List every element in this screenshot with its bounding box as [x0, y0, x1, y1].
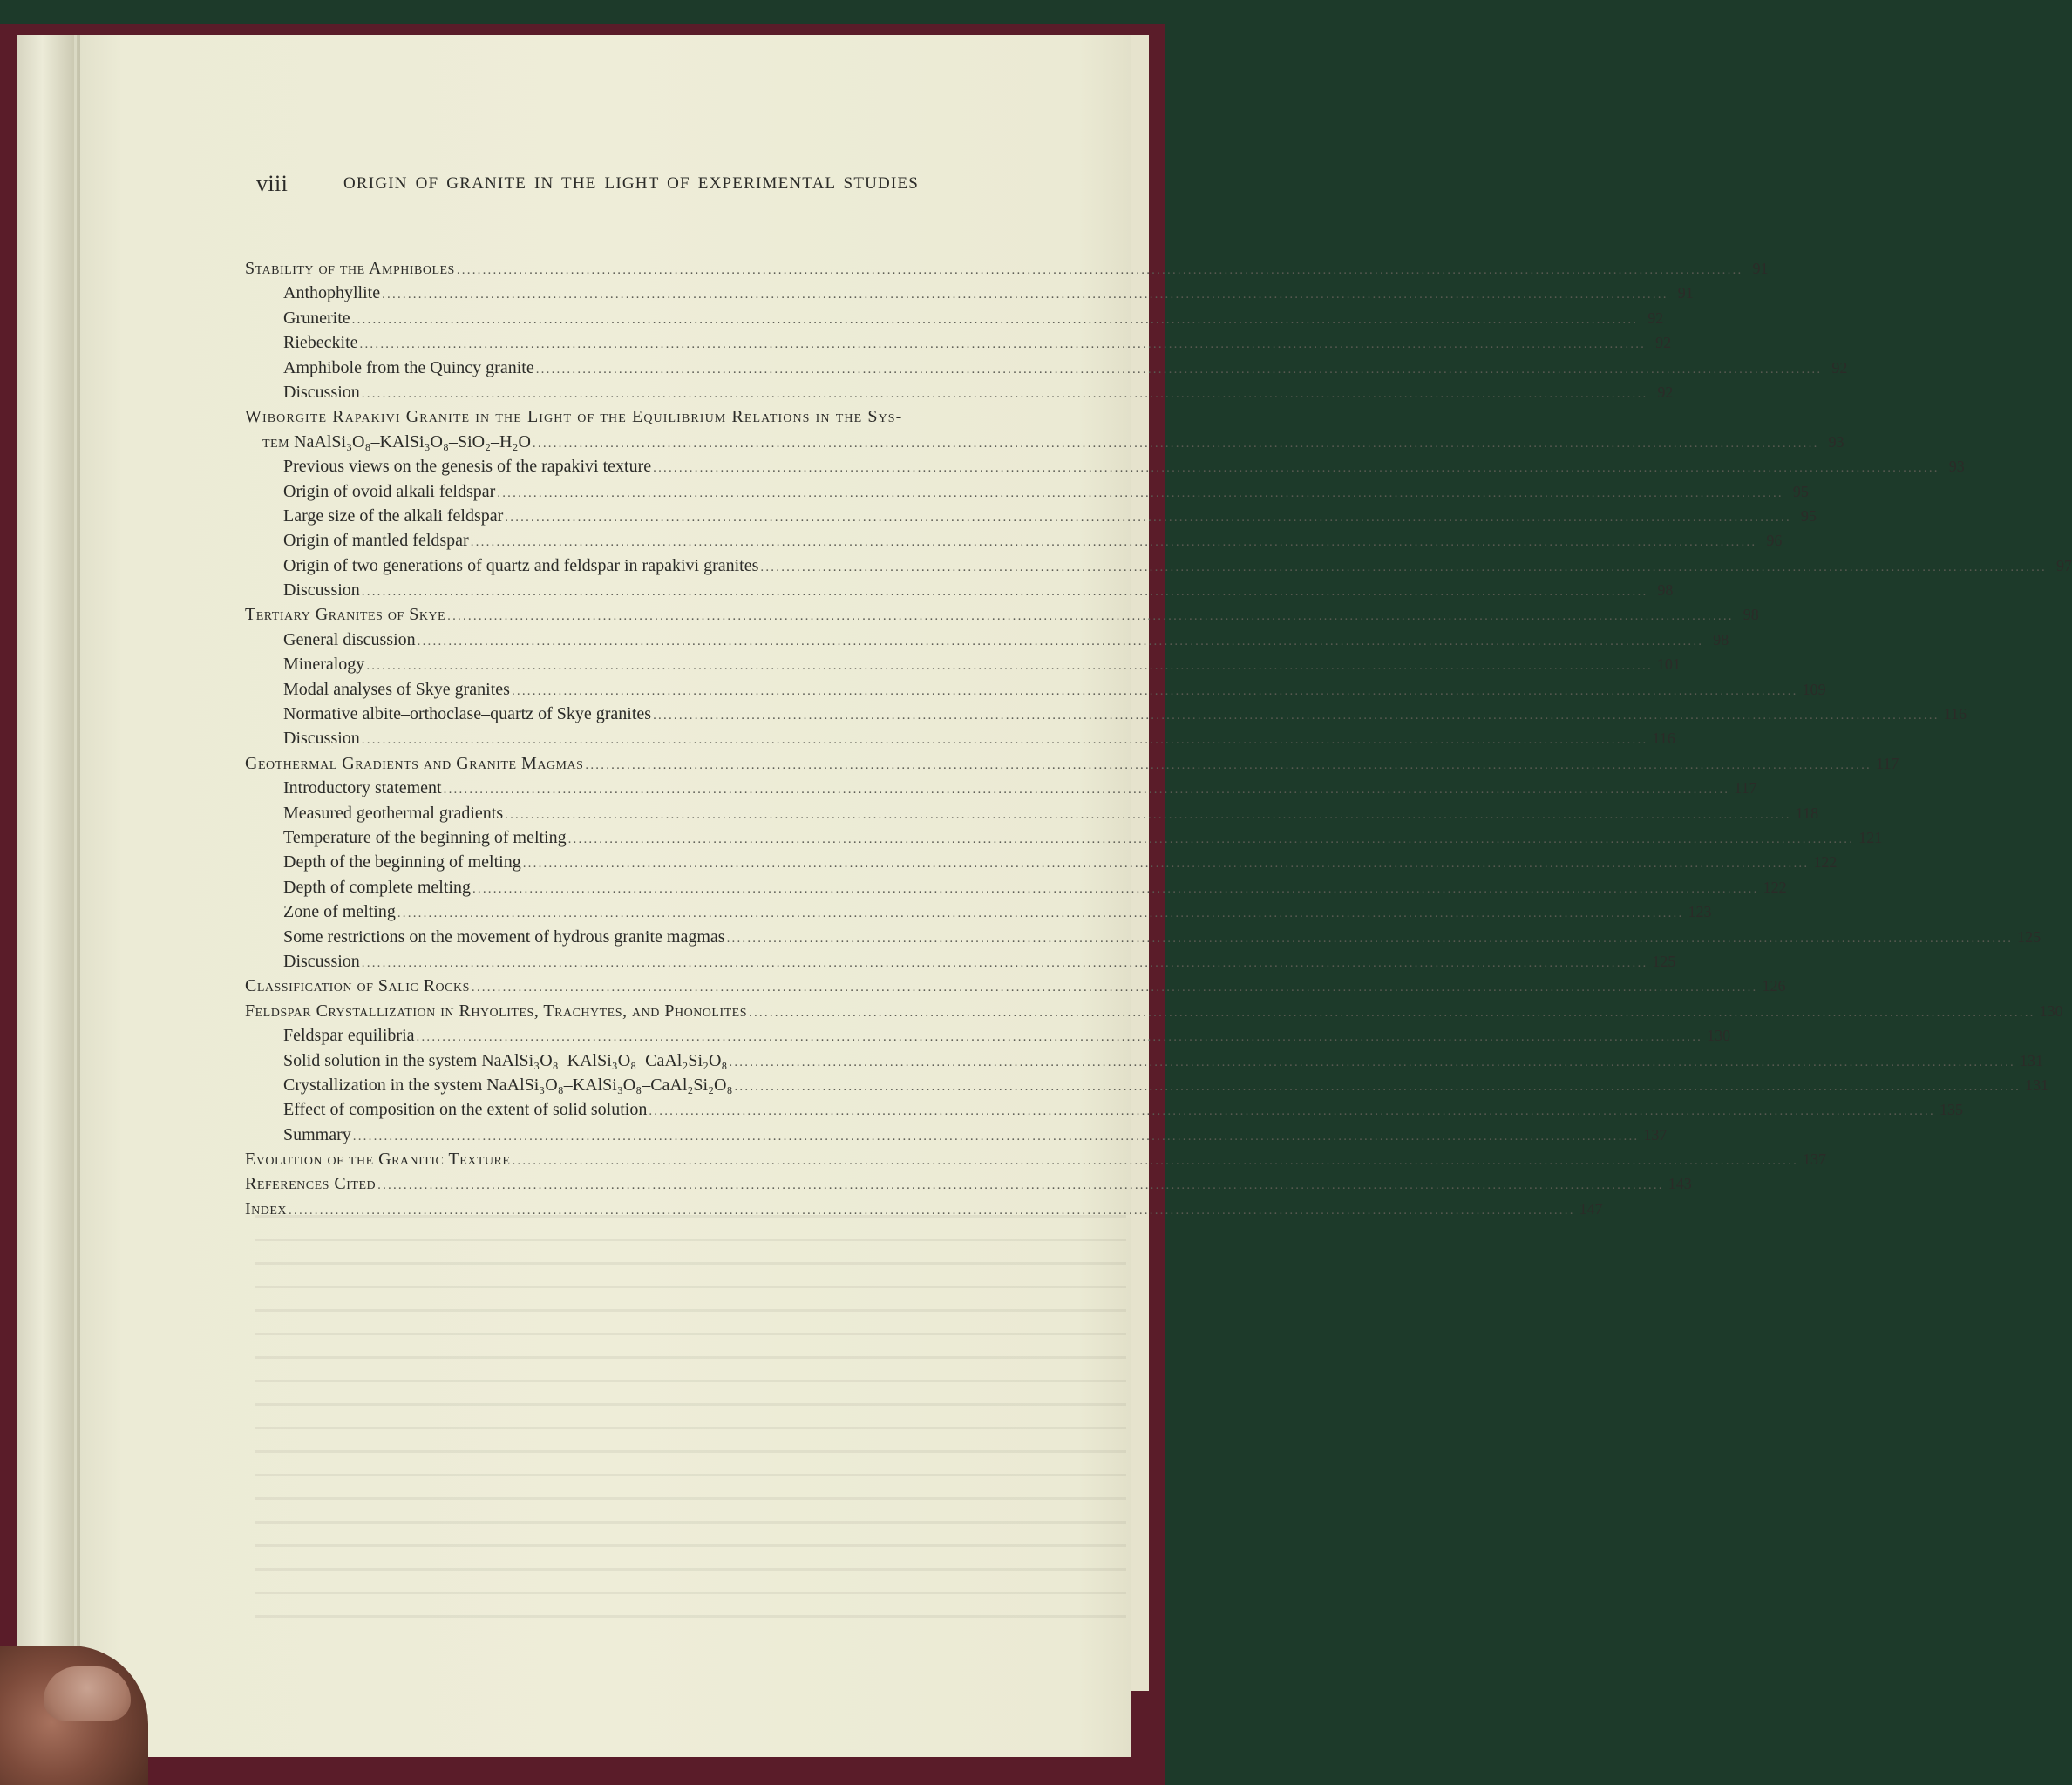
dot-leader	[471, 535, 1757, 550]
toc-item-title: Anthophyllite	[283, 283, 381, 303]
toc-item-title: Mineralogy	[283, 655, 365, 675]
toc-page-number: 122	[1763, 878, 1787, 896]
toc-item[interactable]	[245, 729, 1675, 753]
dot-leader	[362, 733, 1648, 748]
toc-section-references[interactable]	[245, 1174, 1692, 1198]
toc-item-title: Depth of complete melting	[283, 877, 471, 897]
toc-item-title: Origin of mantled feldspar	[283, 531, 469, 551]
toc-item-title: Modal analyses of Skye granites	[283, 679, 510, 699]
toc-item-title: Large size of the alkali feldspar	[283, 506, 504, 526]
toc-page-number: 93	[1828, 432, 1844, 451]
toc-page-number: 116	[1943, 705, 1967, 723]
chemical-formula: NaAlSi₃O₈–KAlSi₃O₈–SiO₂–H₂O	[294, 431, 531, 451]
dot-leader	[585, 758, 1872, 773]
toc-item-title: Measured geothermal gradients	[283, 803, 504, 823]
toc-item[interactable]	[245, 1050, 2044, 1076]
toc-page-number: 125	[1652, 952, 1676, 970]
toc-page-number: 92	[1647, 309, 1664, 327]
running-head: ORIGIN OF GRANITE IN THE LIGHT OF EXPERIMENTAL STUDIES	[343, 174, 920, 193]
dot-leader	[536, 363, 1823, 377]
dot-leader	[512, 1154, 1798, 1169]
toc-section-title-line1: Wiborgite Rapakivi Granite in the Light of the Equilibrium Relations in the Sys-	[245, 407, 903, 427]
toc-page-number: 131	[2025, 1076, 2049, 1094]
toc-page-number: 117	[1876, 754, 1899, 772]
toc-page-number: 122	[1813, 853, 1838, 872]
toc-item[interactable]	[245, 926, 2041, 952]
dot-leader	[444, 783, 1730, 797]
dot-leader	[653, 461, 1940, 476]
toc-item-title: Zone of melting	[283, 902, 396, 922]
toc-item-title: Solid solution in the system NaAlSi₃O₈–KAlSi₃O₈–CaAl₂Si₂O₈	[283, 1050, 728, 1070]
toc-page-number: 91	[1752, 260, 1769, 277]
toc-page-number: 118	[1795, 804, 1819, 822]
toc-section-feldspar[interactable]	[245, 1001, 2063, 1026]
toc-item[interactable]	[245, 283, 1694, 308]
toc-item[interactable]	[245, 1124, 1668, 1150]
toc-item[interactable]	[245, 803, 1819, 828]
toc-item[interactable]	[245, 531, 1783, 555]
toc-section-wiborgite[interactable]	[245, 407, 1171, 431]
toc-item-title: Introductory statement	[283, 778, 442, 798]
toc-item[interactable]	[245, 333, 1672, 357]
dot-leader	[523, 857, 1810, 872]
toc-item-title: Origin of two generations of quartz and feldspar in rapakivi granites	[283, 555, 759, 575]
show-through-text	[255, 1203, 1126, 1639]
dot-leader	[360, 337, 1647, 352]
dot-leader	[397, 906, 1684, 921]
toc-item-title: Discussion	[283, 729, 360, 749]
toc-section-evolution[interactable]	[245, 1150, 1827, 1174]
toc-page-number: 135	[1939, 1101, 1963, 1119]
dot-leader	[727, 932, 2014, 947]
toc-page-number: 95	[1800, 506, 1817, 525]
dot-leader	[352, 313, 1639, 328]
toc-page-number: 109	[1802, 680, 1826, 698]
toc-page-number: 92	[1655, 334, 1672, 352]
dot-leader	[362, 956, 1648, 971]
toc-item-title: Effect of composition on the extent of solid solution	[283, 1100, 648, 1120]
dot-leader	[568, 832, 1855, 847]
toc-page-number: 123	[1688, 903, 1712, 921]
toc-section-classification[interactable]	[245, 976, 1786, 1001]
toc-page-number: 131	[2020, 1051, 2044, 1069]
toc-page-number: 126	[1762, 977, 1786, 995]
thumbnail	[44, 1666, 131, 1721]
toc-item-title: Riebeckite	[283, 333, 358, 353]
toc-item[interactable]	[245, 951, 1676, 976]
toc-section-geothermal[interactable]	[245, 753, 1899, 778]
dot-leader	[760, 560, 2047, 575]
toc-item[interactable]	[245, 457, 1965, 481]
toc-item-title: General discussion	[283, 629, 416, 649]
toc-item[interactable]	[245, 1075, 2049, 1100]
toc-item[interactable]	[245, 655, 1681, 679]
toc-item-title: Discussion	[283, 580, 360, 601]
toc-page-number: 92	[1831, 358, 1848, 377]
toc-item-title: Previous views on the genesis of the rapakivi texture	[283, 457, 652, 477]
dot-leader	[418, 635, 1704, 649]
page-header	[80, 171, 1131, 200]
toc-page-number: 91	[1677, 284, 1694, 302]
toc-page-number: 95	[1792, 482, 1809, 500]
toc-item[interactable]	[245, 308, 1664, 333]
toc-page-number: 116	[1652, 730, 1675, 748]
dot-leader	[653, 709, 1940, 723]
toc-section-title: Classification of Salic Rocks	[245, 976, 470, 996]
toc-page-number: 98	[1657, 581, 1674, 600]
toc-item[interactable]	[245, 852, 1838, 877]
toc-page-number: 93	[1948, 458, 1965, 476]
dot-leader	[353, 1130, 1640, 1144]
toc-page-number: 98	[1743, 606, 1759, 624]
toc-section-title: Evolution of the Granitic Texture	[245, 1150, 511, 1170]
left-page-stack	[17, 35, 80, 1734]
title-prefix: tem	[262, 431, 290, 451]
dot-leader	[749, 1006, 2035, 1021]
dot-leader	[505, 808, 1791, 823]
toc-page-number: 117	[1734, 779, 1757, 797]
toc-item-title: Amphibole from the Quincy granite	[283, 357, 534, 377]
toc-page-number: 143	[1668, 1175, 1692, 1193]
dot-leader	[497, 486, 1783, 501]
toc-page-number: 121	[1858, 828, 1883, 846]
toc-item[interactable]	[245, 555, 2072, 580]
toc-section-title-line2	[262, 432, 531, 452]
toc-item[interactable]	[245, 506, 1817, 531]
dot-leader	[512, 684, 1798, 699]
dot-leader	[457, 263, 1743, 278]
toc-section-skye[interactable]	[245, 605, 1759, 629]
toc-item-title: Grunerite	[283, 308, 350, 328]
toc-item-title: Some restrictions on the movement of hydrous granite magmas	[283, 926, 725, 947]
toc-item-title: Depth of the beginning of melting	[283, 852, 521, 872]
dot-leader	[472, 882, 1759, 897]
dot-leader	[382, 288, 1668, 302]
toc-section-title: References Cited	[245, 1174, 377, 1194]
toc-section-index[interactable]	[245, 1198, 1603, 1224]
toc-item[interactable]	[245, 1026, 1731, 1050]
toc-item-title: Discussion	[283, 951, 360, 971]
toc-item-title: Crystallization in the system NaAlSi₃O₈–KAlSi₃O₈–CaAl₂Si₂O₈	[283, 1075, 733, 1095]
table-of-contents	[245, 259, 2072, 1224]
toc-item[interactable]	[245, 877, 1787, 902]
toc-page-number: 147	[1579, 1199, 1603, 1218]
toc-item-title: Normative albite–orthoclase–quartz of Skye granites	[283, 704, 652, 724]
toc-item-title: Origin of ovoid alkali feldspar	[283, 481, 496, 501]
toc-item[interactable]	[245, 1100, 1963, 1124]
toc-page-number: 97	[2056, 556, 2072, 574]
toc-section-title: Stability of the Amphiboles	[245, 259, 455, 278]
dot-leader	[729, 1055, 2015, 1070]
toc-item-title: Summary	[283, 1124, 351, 1144]
toc-item[interactable]	[245, 704, 1967, 729]
toc-page-number: 96	[1766, 532, 1783, 550]
toc-item[interactable]	[245, 827, 1883, 852]
toc-page-number: 137	[1803, 1150, 1827, 1169]
dot-leader	[289, 1204, 1575, 1218]
toc-item-title: Feldspar equilibria	[283, 1026, 415, 1046]
dot-leader	[362, 387, 1648, 402]
dot-leader	[505, 511, 1791, 526]
toc-page-number: 92	[1657, 383, 1674, 401]
dot-leader	[417, 1030, 1703, 1045]
toc-item[interactable]	[245, 778, 1757, 803]
toc-page-number: 130	[2039, 1001, 2063, 1020]
toc-item[interactable]	[245, 481, 1809, 506]
dot-leader	[649, 1104, 1935, 1119]
dot-leader	[533, 437, 1819, 451]
dot-leader	[734, 1080, 2021, 1095]
toc-page-number: 101	[1656, 655, 1681, 674]
book-page	[80, 35, 2072, 1757]
toc-item[interactable]	[245, 580, 1674, 605]
toc-section-wiborgite-continued[interactable]	[245, 431, 1844, 457]
toc-page-number: 125	[2017, 927, 2041, 946]
dot-leader	[377, 1178, 1664, 1193]
toc-item[interactable]	[245, 902, 1712, 926]
toc-section-stability[interactable]	[245, 259, 1769, 283]
toc-item-title: Temperature of the beginning of melting	[283, 827, 567, 847]
toc-item[interactable]	[245, 679, 1826, 704]
toc-section-title: Geothermal Gradients and Granite Magmas	[245, 753, 584, 773]
dot-leader	[447, 609, 1734, 624]
toc-page-number: 137	[1643, 1125, 1668, 1144]
toc-item[interactable]	[245, 382, 1674, 407]
toc-item[interactable]	[245, 629, 1729, 655]
dot-leader	[472, 981, 1758, 995]
toc-item[interactable]	[245, 357, 1848, 383]
toc-item-title: Discussion	[283, 382, 360, 402]
dot-leader	[366, 659, 1653, 674]
page-number: viii	[256, 171, 289, 196]
toc-section-title: Feldspar Crystallization in Rhyolites, Trachytes, and Phonolites	[245, 1001, 748, 1021]
toc-page-number: 130	[1707, 1027, 1731, 1045]
dot-leader	[362, 585, 1648, 600]
toc-section-title: Tertiary Granites of Skye	[245, 605, 446, 625]
toc-page-number: 98	[1713, 630, 1729, 648]
toc-section-title: Index	[245, 1198, 288, 1218]
